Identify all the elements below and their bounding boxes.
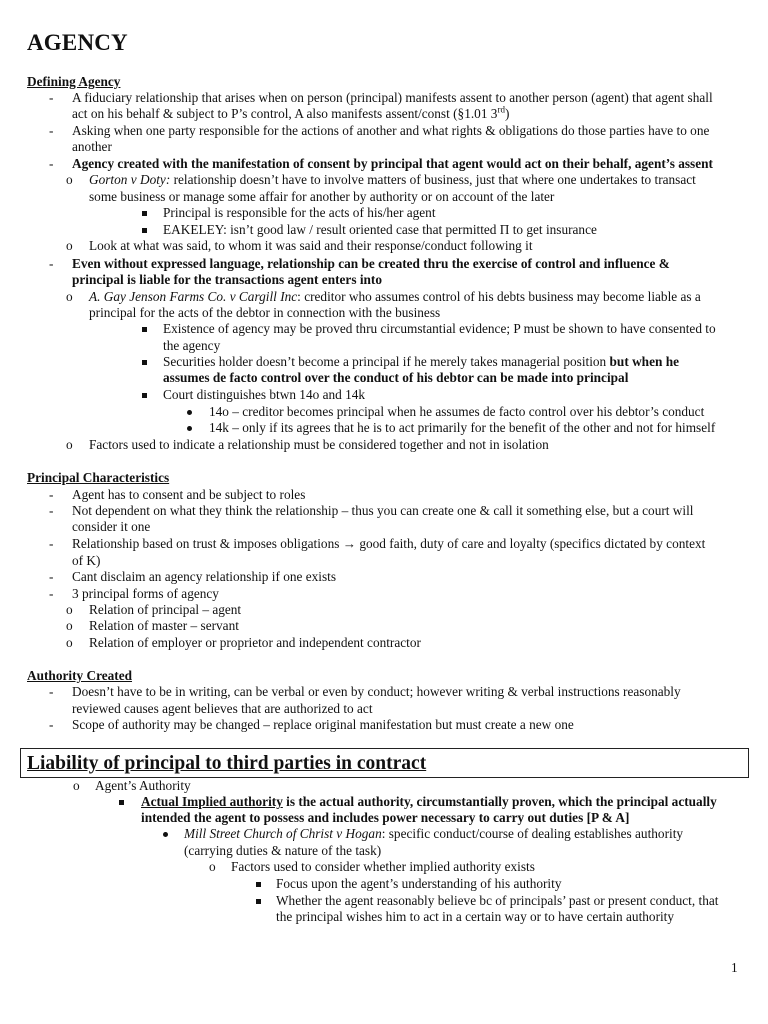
list-item: Factors used to consider whether implied authority exists bbox=[231, 859, 535, 874]
case-name: Mill Street Church of Christ v Hogan bbox=[184, 826, 382, 841]
circle-marker: o bbox=[66, 238, 73, 253]
dash-marker: - bbox=[49, 536, 54, 551]
case-item-continuation: (carrying duties & nature of the task) bbox=[184, 843, 382, 858]
sub-item-bold: Actual Implied authority is the actual authority, circumstantially proven, which the principal actually bbox=[141, 794, 717, 809]
square-bullet bbox=[142, 228, 147, 233]
sub-item: EAKELEY: isn’t good law / result oriented case that permitted Π to get insurance bbox=[163, 222, 597, 237]
sub-sub-item: 14o – creditor becomes principal when he assumes de facto control over his debtor’s conduct bbox=[209, 404, 705, 419]
list-item: Relation of master – servant bbox=[89, 618, 239, 633]
circle-marker: o bbox=[66, 602, 73, 617]
list-item: Factors used to indicate a relationship must be considered together and not in isolation bbox=[89, 437, 549, 452]
list-item: Relation of employer or proprietor and independent contractor bbox=[89, 635, 421, 650]
page-number: 1 bbox=[731, 960, 738, 975]
section-heading-principal-characteristics: Principal Characteristics bbox=[27, 470, 170, 485]
case-name: A. Gay Jenson Farms Co. v Cargill Inc bbox=[89, 289, 298, 304]
case-item: A. Gay Jenson Farms Co. v Cargill Inc: creditor who assumes control of his debts business may become liable as a bbox=[89, 289, 701, 304]
list-item-continuation: another bbox=[72, 139, 112, 154]
list-item-continuation: of K) bbox=[72, 553, 101, 568]
list-item: Cant disclaim an agency relationship if one exists bbox=[72, 569, 337, 584]
case-item-continuation: principal for the acts of the debtor in connection with the business bbox=[89, 305, 441, 320]
dash-marker: - bbox=[49, 717, 54, 732]
circle-marker: o bbox=[73, 778, 80, 793]
list-item: A fiduciary relationship that arises when on person (principal) manifests assent to another person (agent) that agent shall bbox=[72, 90, 713, 105]
page-title: AGENCY bbox=[27, 30, 128, 55]
sub-item-continuation: the principal wishes him to act in a certain way or to have certain authority bbox=[276, 909, 675, 924]
list-item: Asking when one party responsible for the actions of another and what rights & obligations do those parties have to one bbox=[72, 123, 710, 138]
dash-marker: - bbox=[49, 90, 54, 105]
list-item-bold: Even without expressed language, relationship can be created thru the exercise of control and influence & bbox=[72, 256, 670, 271]
defined-term: Actual Implied authority bbox=[141, 794, 283, 809]
square-bullet bbox=[142, 211, 147, 216]
square-bullet bbox=[142, 360, 147, 365]
list-item-bold-continuation: principal is liable for the transactions agent enters into bbox=[72, 272, 383, 287]
boxed-section-heading bbox=[20, 748, 749, 778]
sub-item: Securities holder doesn’t become a principal if he merely takes managerial position but when he bbox=[163, 354, 679, 369]
list-item: Doesn’t have to be in writing, can be verbal or even by conduct; however writing & verbal instructions reasonably bbox=[72, 684, 681, 699]
sub-item: Court distinguishes btwn 14o and 14k bbox=[163, 387, 366, 402]
list-item-continuation: act on his behalf & subject to P’s control, A also manifests assent/const (§1.01 3rd) bbox=[72, 104, 510, 121]
liability-heading: Liability of principal to third parties in contract bbox=[27, 753, 427, 774]
square-bullet bbox=[256, 882, 261, 887]
dash-marker: - bbox=[49, 569, 54, 584]
dash-marker: - bbox=[49, 503, 54, 518]
section-heading-authority-created: Authority Created bbox=[27, 668, 133, 683]
list-item: Look at what was said, to whom it was said and their response/conduct following it bbox=[89, 238, 533, 253]
round-bullet bbox=[187, 426, 192, 431]
sub-item: Focus upon the agent’s understanding of his authority bbox=[276, 876, 562, 891]
list-item-continuation: consider it one bbox=[72, 519, 151, 534]
round-bullet bbox=[187, 410, 192, 415]
list-item: Agent’s Authority bbox=[95, 778, 191, 793]
circle-marker: o bbox=[66, 437, 73, 452]
round-bullet bbox=[163, 832, 168, 837]
case-item: Mill Street Church of Christ v Hogan: specific conduct/course of dealing establishes authority bbox=[184, 826, 684, 841]
sub-item: Existence of agency may be proved thru circumstantial evidence; P must be shown to have consented to bbox=[163, 321, 716, 336]
sub-item: Principal is responsible for the acts of his/her agent bbox=[163, 205, 436, 220]
sub-item-bold-continuation: intended the agent to possess and includes power necessary to carry out duties [P & A] bbox=[141, 810, 630, 825]
list-item-bold: Agency created with the manifestation of consent by principal that agent would act on their behalf, agent’s assent bbox=[72, 156, 713, 171]
list-item: Scope of authority may be changed – replace original manifestation but must create a new one bbox=[72, 717, 574, 732]
square-bullet bbox=[142, 327, 147, 332]
list-item: Relationship based on trust & imposes obligations → good faith, duty of care and loyalty (specifics dictated by context bbox=[72, 536, 706, 551]
dash-marker: - bbox=[49, 586, 54, 601]
sub-item-continuation: assumes de facto control over the conduct of his debtor can be made into principal bbox=[163, 370, 629, 385]
list-item: 3 principal forms of agency bbox=[72, 586, 219, 601]
list-item-continuation: reviewed causes agent believes that are authorized to act bbox=[72, 701, 373, 716]
circle-marker: o bbox=[66, 618, 73, 633]
case-item-continuation: some business or manage some affair for another by authority or on account of the later bbox=[89, 189, 555, 204]
dash-marker: - bbox=[49, 684, 54, 699]
square-bullet bbox=[256, 899, 261, 904]
case-item: Gorton v Doty: relationship doesn’t have to involve matters of business, just that where one undertakes to transact bbox=[89, 172, 696, 187]
dash-marker: - bbox=[49, 123, 54, 138]
square-bullet bbox=[142, 393, 147, 398]
list-item: Agent has to consent and be subject to roles bbox=[72, 487, 306, 502]
dash-marker: - bbox=[49, 256, 54, 271]
sub-item: Whether the agent reasonably believe bc of principals’ past or present conduct, that bbox=[276, 893, 719, 908]
square-bullet bbox=[119, 800, 124, 805]
circle-marker: o bbox=[66, 635, 73, 650]
circle-marker: o bbox=[66, 289, 73, 304]
dash-marker: - bbox=[49, 156, 54, 171]
circle-marker: o bbox=[66, 172, 73, 187]
sub-sub-item: 14k – only if its agrees that he is to act primarily for the benefit of the other and not for himself bbox=[209, 420, 716, 435]
list-item: Not dependent on what they think the relationship – thus you can create one & call it something else, but a court will bbox=[72, 503, 694, 518]
case-name: Gorton v Doty: bbox=[89, 172, 171, 187]
list-item: Relation of principal – agent bbox=[89, 602, 242, 617]
dash-marker: - bbox=[49, 487, 54, 502]
section-heading-defining-agency: Defining Agency bbox=[27, 74, 121, 89]
circle-marker: o bbox=[209, 859, 216, 874]
sub-item-continuation: the agency bbox=[163, 338, 221, 353]
